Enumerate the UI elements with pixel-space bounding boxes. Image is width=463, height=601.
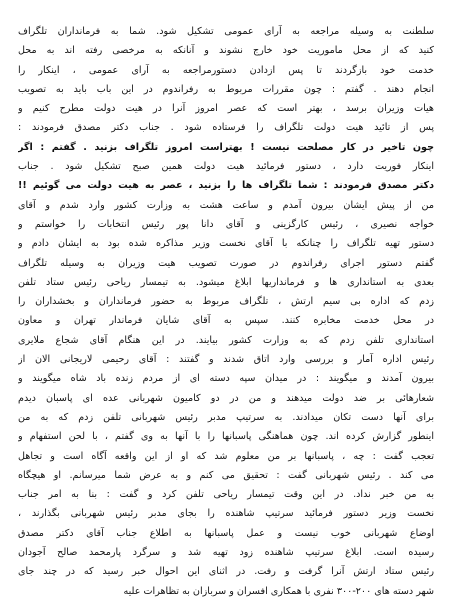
text-line: هیات وزیران برسد ، بهتر است که عصر امروز آنرا در هیت دولت مطرح کنیم و — [18, 103, 434, 115]
text-line: اینکار فوریت دارد ، دستور فرمائید هیت دولت همین صبح تشکیل شود . جناب — [18, 161, 434, 173]
text-line: شعارهائی بر ضد دولت میدهند و من در دو کامیون شهربانی عده ای پاسبان دیدم — [18, 392, 434, 404]
text-line: برای آنها دست تکان میدادند. به سرتیپ مدبر رئیس شهربانی تلفن زدم که به من — [18, 411, 434, 423]
text-line: پس از تائید هیت دولت تلگراف را فرستاده شود . جناب دکتر مصدق فرمودند : — [18, 122, 434, 134]
text-line: شهر دسته های ۲۰۰-۳۰۰ نفری با همکاری افسران و سربازان به تظاهرات علیه — [123, 585, 434, 597]
text-line: می کند . رئیس شهربانی گفت : تحقیق می کنم و به عرض شما میرسانم. او هیچگاه — [18, 469, 434, 481]
text-line: اینطور گزارش کرده اند. چون هماهنگی پاسبانها را با آنها به وی گفتم ، با لحن استفهام و — [18, 431, 434, 443]
text-line: گفتم دستور اجرای رفراندوم در صورت تصویب هیت وزیران به وسیله تلگراف — [18, 257, 434, 269]
text-line: رئیس ستاد ارتش آنرا گرفت و رفت. در اثنای این احوال خبر رسید که در چند جای — [18, 566, 434, 578]
text-line: بعدی به استانداری ها و فرمانداریها ابلاغ میشود. به تیمسار ریاحی رئیس ستاد تلفن — [18, 276, 434, 288]
text-line: رسیده است. ابلاغ سرتیپ شاهنده زود تهیه شد و سرگرد پارمحمد صالح آجودان — [18, 547, 434, 559]
text-line: خواجه نصیری ، رئیس کارگزینی و آقای دانا پور رئیس انتخابات را خواستم و — [18, 218, 434, 230]
text-line: نخست وزیر دستور فرمائید سرتیپ شاهنده را بجای مدبر رئیس شهربانی بگذارند ، — [18, 508, 434, 520]
text-line-bold: دکتر مصدق فرمودند : شما تلگراف ها را بزنید ، عصر به هیت دولت می گوئیم !! — [18, 180, 434, 192]
text-line: سلطنت به وسیله مراجعه به آرای عمومی تشکیل شود. شما به فرمانداران تلگراف — [18, 26, 434, 37]
text-line: خدمت خود بازگردند تا پس ازدادن دستورمراجعه به آرای عمومی ، اینکار را — [18, 64, 434, 76]
text-line: انجام دهند . گفتم : چون مقررات مربوط به رفراندوم در این باب باید به تصویب — [18, 83, 434, 95]
text-line: رئیس اداره آمار و بررسی وارد اتاق شدند و گفتند : آقای رحیمی لاریجانی الان از — [18, 354, 434, 366]
text-line: زدم که اداره بی سیم ارتش ، تلگراف مربوط به حضور فرمانداران و بخشداران را — [18, 296, 434, 308]
text-line-bold: چون تاخیر در کار مصلحت نیست ! بهتراست امروز تلگراف بزنید . گفتم : اگر — [18, 141, 434, 153]
text-line: بیرون آمدند و میگویند : در میدان سپه دسته ای از مردم زنده باد شاه میگویند و — [18, 373, 434, 385]
text-line: به من خبر نداد. در این وقت تیمسار ریاحی تلفن کرد و گفت : بنا به امر جناب — [18, 489, 434, 501]
text-line: تعجب گفت : چه ، پاسبانها بر من معلوم شد که او از این واقعه آگاه است و تجاهل — [18, 450, 434, 462]
text-line: دستور تهیه تلگراف را چنانکه با آقای نخست وزیر مذاکره شده بود به ایشان دادم و — [18, 238, 434, 250]
text-line: من از پیش ایشان بیرون آمدم و ساعت هشت به وزارت کشور وارد شدم و آقای — [18, 199, 434, 211]
text-line: در محل خدمت مخابره کنند. سپس به آقای شایان فرماندار تهران و معاون — [18, 315, 434, 327]
text-line: استانداری تلفن زدم که به وزارت کشور بیایند. در این هنگام آقای شجاع ملایری — [18, 334, 434, 346]
text-line: کنید که از محل ماموریت خود خارج نشوند و آنانکه به مرخصی رفته اند به محل — [18, 45, 434, 57]
text-line: اوضاع شهربانی خوب نیست و عمل پاسبانها به اطلاع جناب آقای دکتر مصدق — [18, 527, 434, 539]
